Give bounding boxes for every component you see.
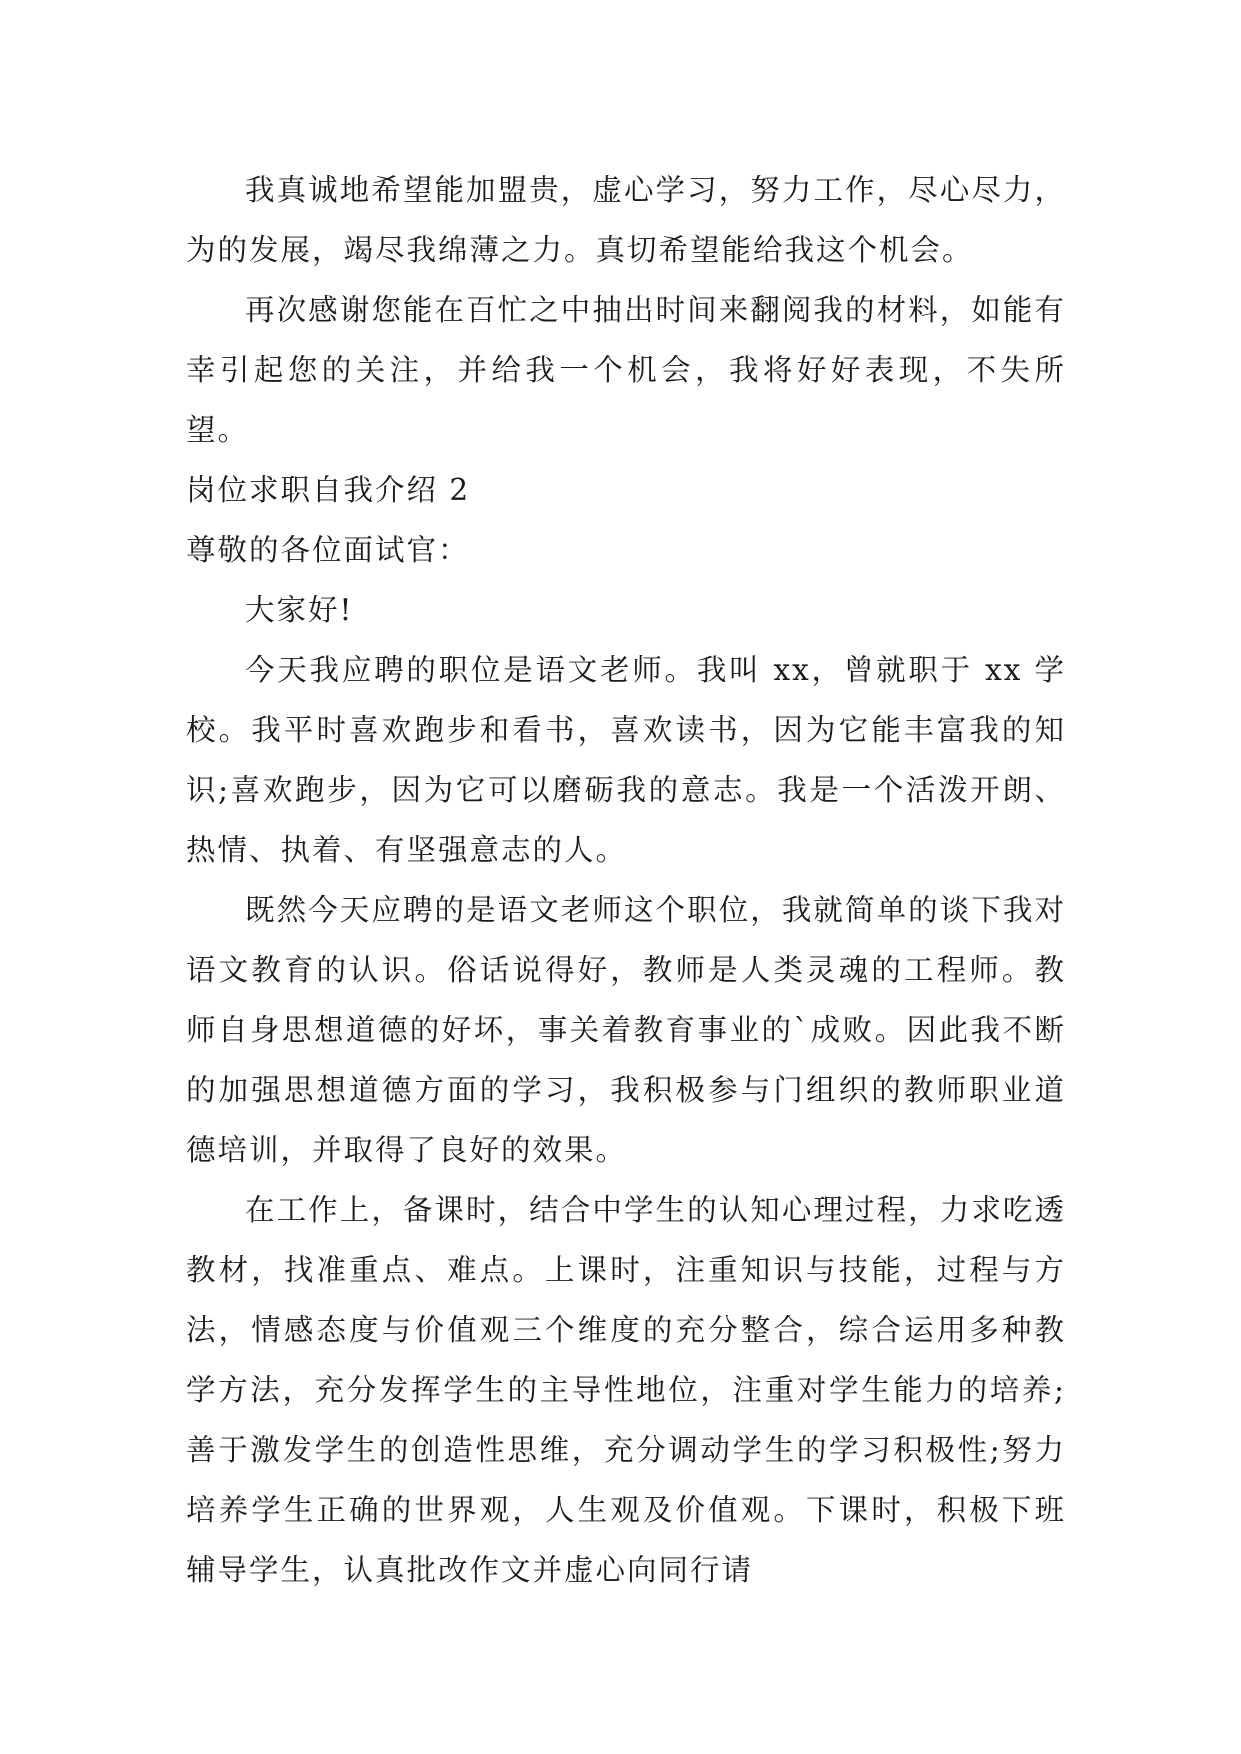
paragraph-introduction: 今天我应聘的职位是语文老师。我叫 xx，曾就职于 xx 学校。我平时喜欢跑步和看书，喜欢读书，因为它能丰富我的知识;喜欢跑步，因为它可以磨砺我的意志。我是一个活泼开朗、热情、执着、有坚强意志的人。 (186, 653, 1066, 867)
paragraph-commitment: 我真诚地希望能加盟贵，虚心学习，努力工作，尽心尽力，为的发展，竭尽我绵薄之力。真切希望能给我这个机会。 (186, 173, 1066, 267)
salutation: 尊敬的各位面试官： (186, 533, 470, 567)
document-body (186, 160, 1066, 1600)
paragraph-education-view: 既然今天应聘的是语文老师这个职位，我就简单的谈下我对语文教育的认识。俗话说得好，教师是人类灵魂的工程师。教师自身思想道德的好坏，事关着教育事业的`成败。因此我不断的加强思想道德方面的学习，我积极参与门组织的教师职业道德培训，并取得了良好的效果。 (186, 893, 1066, 1167)
paragraph-thanks: 再次感谢您能在百忙之中抽出时间来翻阅我的材料，如能有幸引起您的关注，并给我一个机会，我将好好表现，不失所望。 (186, 293, 1066, 447)
greeting: 大家好! (245, 593, 354, 627)
section-heading: 岗位求职自我介绍 2 (186, 473, 471, 507)
paragraph-work: 在工作上，备课时，结合中学生的认知心理过程，力求吃透教材，找准重点、难点。上课时，注重知识与技能，过程与方法，情感态度与价值观三个维度的充分整合，综合运用多种教学方法，充分发挥学生的主导性地位，注重对学生能力的培养;善于激发学生的创造性思维，充分调动学生的学习积极性;努力培养学生正确的世界观，人生观及价值观。下课时，积极下班辅导学生，认真批改作文并虚心向同行请 (186, 1193, 1066, 1587)
